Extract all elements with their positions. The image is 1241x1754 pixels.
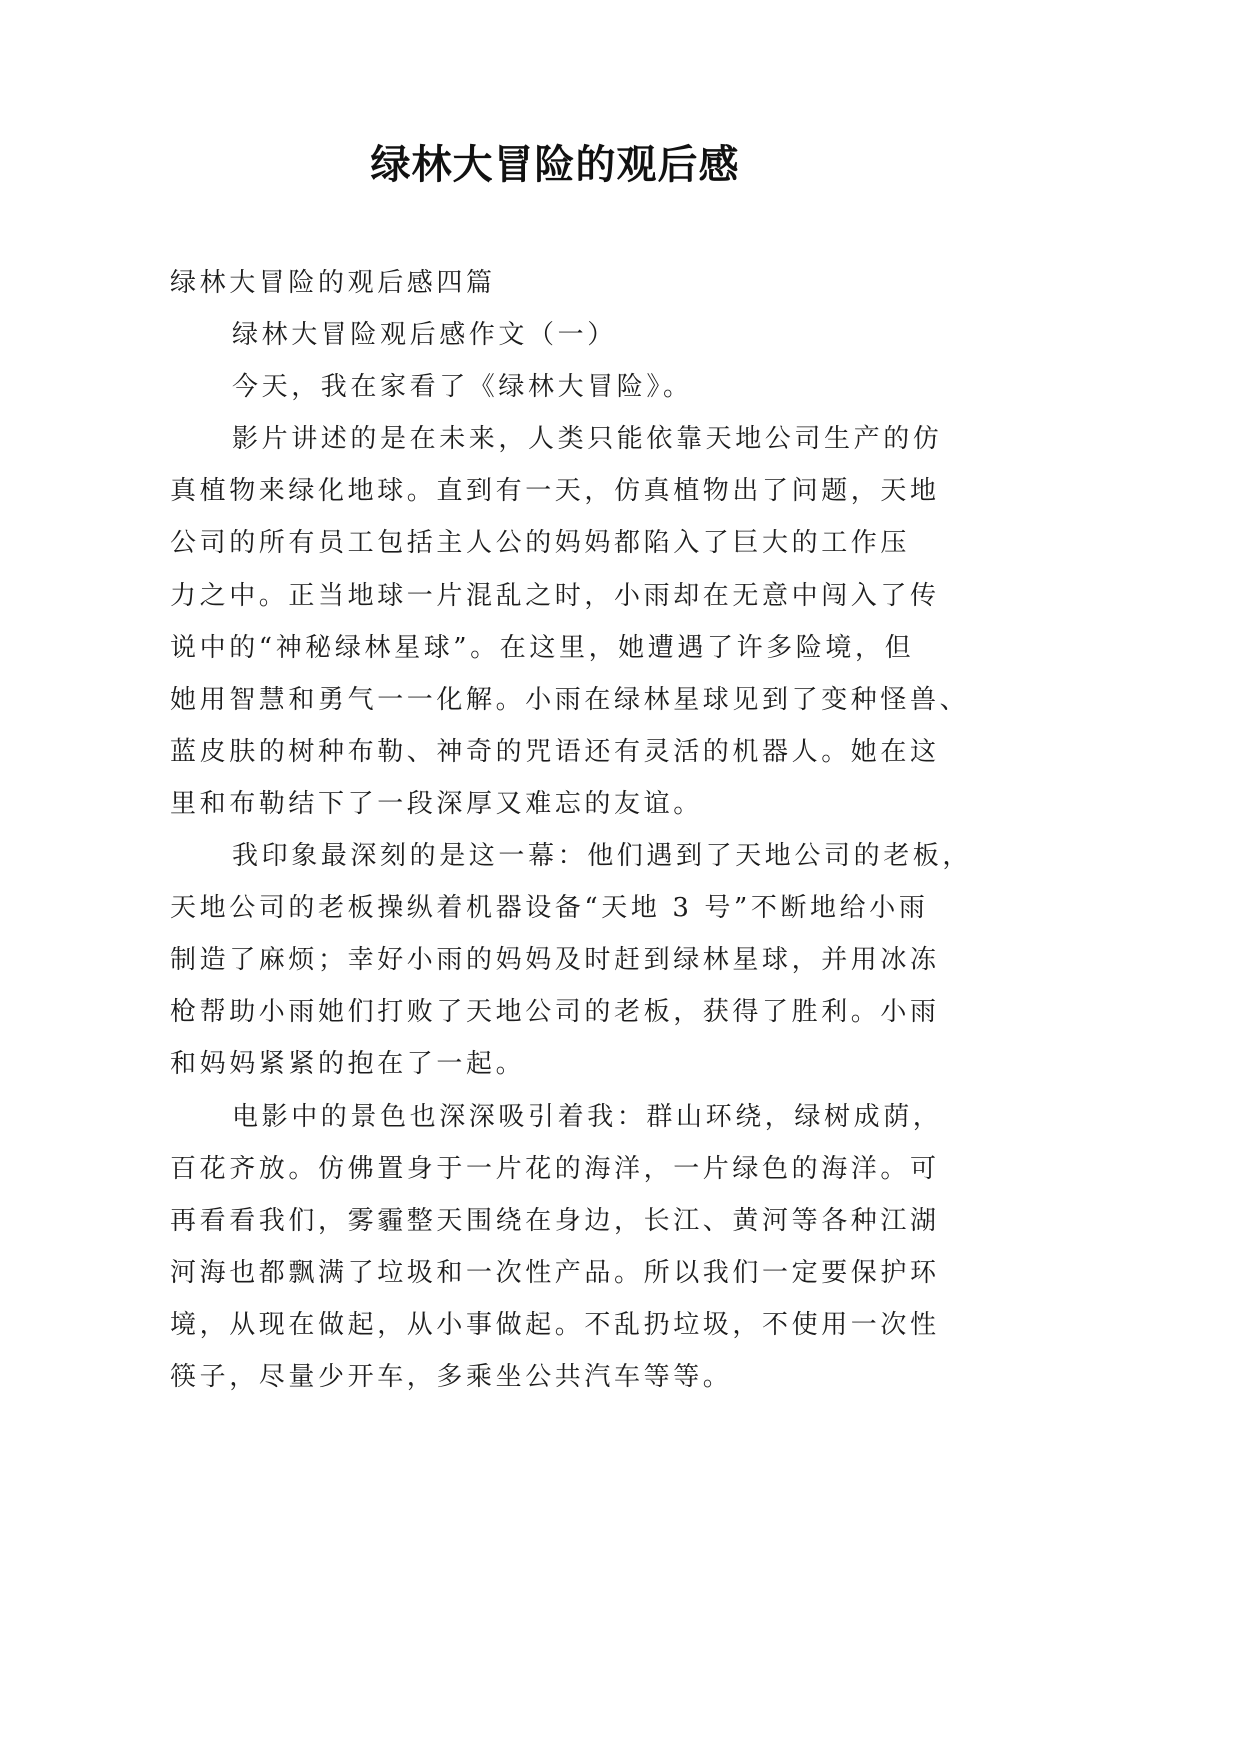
paragraph xyxy=(170,413,970,830)
paragraph-line: 力之中。正当地球一片混乱之时，小雨却在无意中闯入了传 xyxy=(170,580,940,611)
paragraph-line: 说中的“神秘绿林星球”。在这里，她遭遇了许多险境，但 xyxy=(170,632,915,663)
paragraph xyxy=(170,1091,970,1404)
document-title: 绿林大冒险的观后感 xyxy=(370,142,740,188)
paragraph-line: 和妈妈紧紧的抱在了一起。 xyxy=(170,1049,526,1080)
paragraph-line: 枪帮助小雨她们打败了天地公司的老板，获得了胜利。小雨 xyxy=(170,997,940,1028)
paragraph-line: 电影中的景色也深深吸引着我：群山环绕，绿树成荫， xyxy=(232,1101,943,1132)
paragraph-line: 制造了麻烦；幸好小雨的妈妈及时赶到绿林星球，并用冰冻 xyxy=(170,945,940,976)
paragraph-line: 今天，我在家看了《绿林大冒险》。 xyxy=(232,372,693,403)
paragraph-line: 天地公司的老板操纵着机器设备“天地 3 号”不断地给小雨 xyxy=(170,893,929,924)
paragraph-line: 境，从现在做起，从小事做起。不乱扔垃圾，不使用一次性 xyxy=(170,1309,940,1340)
paragraph-line: 再看看我们，雾霾整天围绕在身边，长江、黄河等各种江湖 xyxy=(170,1205,940,1236)
paragraph-line: 真植物来绿化地球。直到有一天，仿真植物出了问题，天地 xyxy=(170,476,940,507)
paragraph-line: 里和布勒结下了一段深厚又难忘的友谊。 xyxy=(170,788,703,819)
paragraph-line: 影片讲述的是在未来，人类只能依靠天地公司生产的仿 xyxy=(232,424,943,455)
paragraph-line: 蓝皮肤的树种布勒、神奇的咒语还有灵活的机器人。她在这 xyxy=(170,736,940,767)
paragraph-line: 公司的所有员工包括主人公的妈妈都陷入了巨大的工作压 xyxy=(170,528,911,559)
paragraph-line: 我印象最深刻的是这一幕：他们遇到了天地公司的老板， xyxy=(232,841,973,872)
paragraph-line: 她用智慧和勇气一一化解。小雨在绿林星球见到了变种怪兽、 xyxy=(170,684,970,715)
paragraph-line: 百花齐放。仿佛置身于一片花的海洋，一片绿色的海洋。可 xyxy=(170,1153,940,1184)
paragraph-line: 河海也都飘满了垃圾和一次性产品。所以我们一定要保护环 xyxy=(170,1257,940,1288)
document-subtitle: 绿林大冒险的观后感四篇 xyxy=(170,268,496,298)
document-body xyxy=(170,257,973,1403)
paragraph xyxy=(170,830,973,1090)
paragraph xyxy=(170,361,970,413)
paragraph-line: 筷子，尽量少开车，多乘坐公共汽车等等。 xyxy=(170,1361,733,1392)
section-heading: 绿林大冒险观后感作文（一） xyxy=(232,320,617,351)
